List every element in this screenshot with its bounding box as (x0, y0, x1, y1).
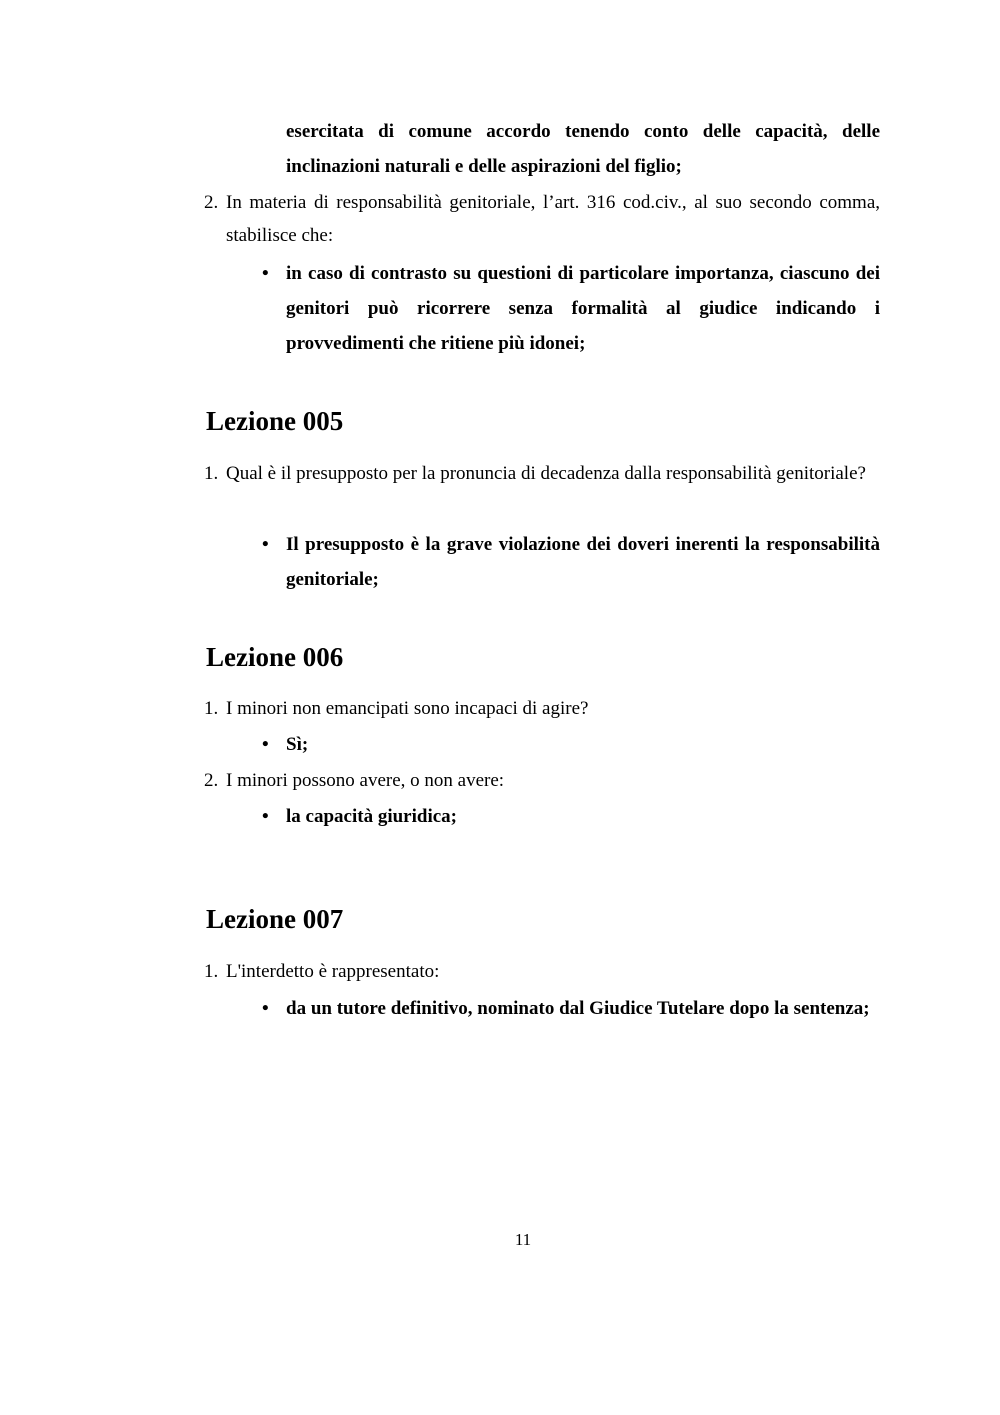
answer-text: Sì; (286, 734, 309, 755)
question-number: 1. (204, 698, 219, 719)
question-text: I minori non emancipati sono incapaci di agire? (226, 698, 589, 719)
section-heading: Lezione 006 (206, 642, 344, 672)
answer-text: in caso di contrasto su questioni di particolare importanza, ciascuno dei genitori può ricorrere senza formalità al giudice indicando i provvedimenti che ritiene più idonei; (286, 263, 880, 354)
answer-text: Il presupposto è la grave violazione dei doveri inerenti la responsabilità genitoriale; (286, 534, 880, 590)
question-number: 1. (204, 961, 219, 982)
question-number: 1. (204, 463, 219, 484)
question-text: In materia di responsabilità genitoriale, l’art. 316 cod.civ., al suo secondo comma, stabilisce che: (226, 192, 880, 246)
section-heading: Lezione 007 (206, 904, 344, 934)
answer-text: la capacità giuridica; (286, 806, 457, 827)
bullet-icon: • (262, 998, 269, 1019)
bullet-icon: • (262, 534, 269, 555)
question-number: 2. (204, 770, 219, 791)
answer-text: esercitata di comune accordo tenendo conto delle capacità, delle inclinazioni naturali e delle aspirazioni del figlio; (286, 121, 880, 177)
page-number: 11 (514, 1230, 532, 1249)
section-heading: Lezione 005 (206, 406, 344, 436)
bullet-icon: • (262, 806, 269, 827)
answer-text: da un tutore definitivo, nominato dal Giudice Tutelare dopo la sentenza; (286, 998, 870, 1019)
bullet-icon: • (262, 263, 269, 284)
question-number: 2. (204, 192, 219, 213)
question-text: Qual è il presupposto per la pronuncia di decadenza dalla responsabilità genitoriale? (226, 463, 866, 484)
question-text: I minori possono avere, o non avere: (226, 770, 505, 791)
bullet-icon: • (262, 734, 269, 755)
question-text: L'interdetto è rappresentato: (226, 961, 440, 982)
